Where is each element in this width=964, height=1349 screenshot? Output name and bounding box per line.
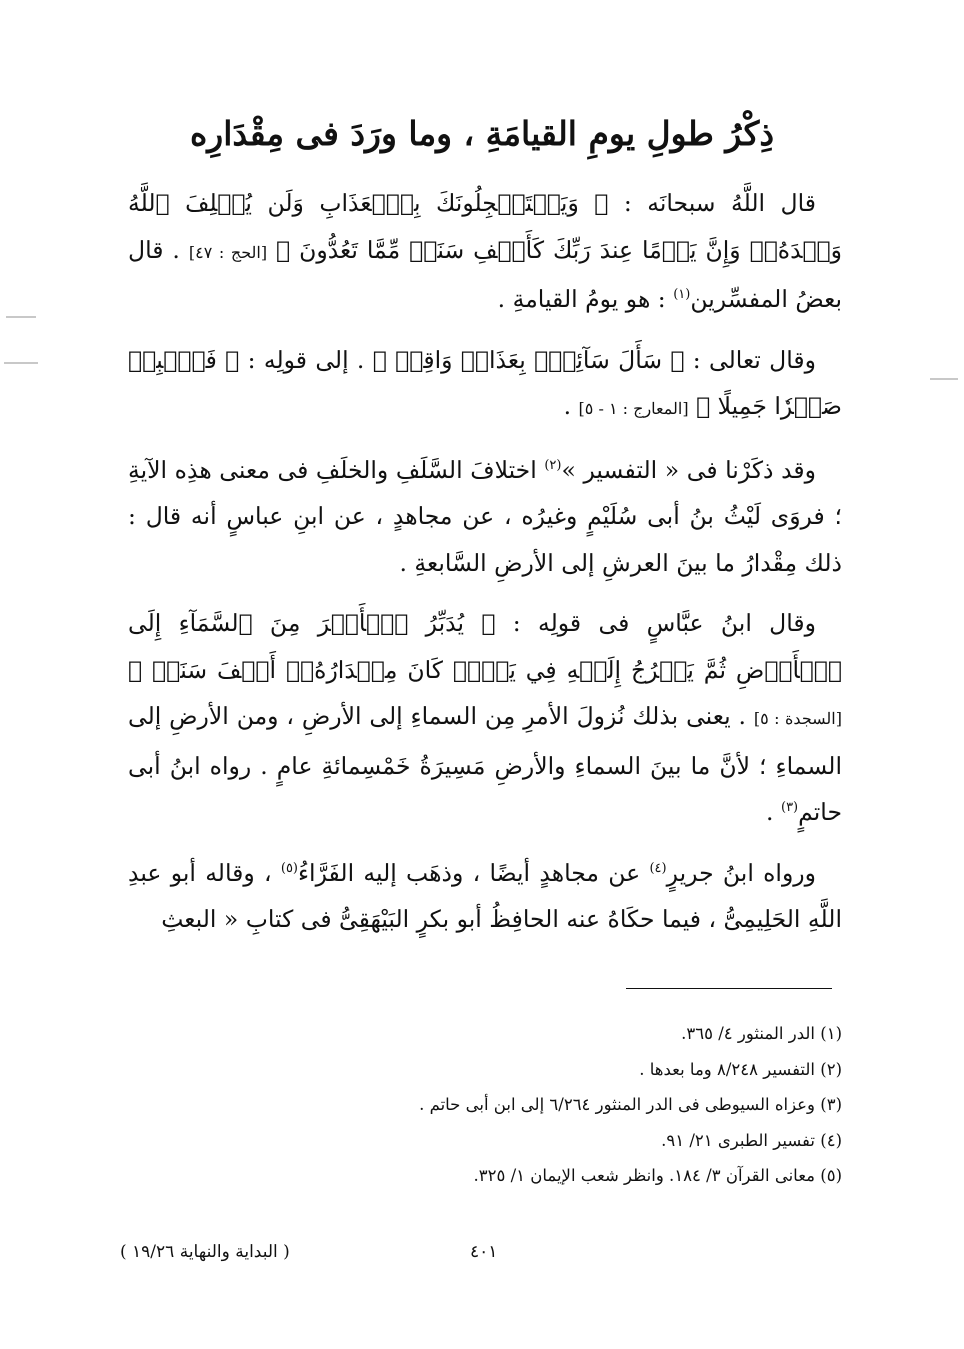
footnote-item: (٣) وعزاه السيوطى فى الدر المنثور ٦/٢٦٤ إلى ابن أبى حاتم . (419, 1095, 842, 1114)
footnote-item: (٢) التفسير ٨/٢٤٨ وما بعدها . (639, 1059, 842, 1079)
footnote-ref: (١) (673, 287, 691, 303)
chapter-title: ذِكْرُ طولِ يومِ القيامَةِ ، وما ورَدَ فى مِقْدَارِه (189, 114, 775, 154)
paragraph-text: وقد ذكَرْنا فى « التفسير » (561, 455, 816, 484)
paragraph-text: اختلافَ السَّلَفِ والخلَفِ فى معنى هذِه الآيةِ ؛ فروَى لَيْثُ بنُ أبى سُلَيْمٍ وغيرُه ، عن مجاهدٍ ، عن ابنِ عباسٍ أنه قال : ذلك مِقْدارُ ما بينَ العرشِ إلى الأرضِ السَّابعةِ . (128, 455, 842, 577)
footnote-ref: (٢) (544, 457, 562, 473)
paragraph-text: . (563, 392, 579, 420)
paragraph-text: وقال ابنُ عبَّاسٍ فى قولِه : ﴿ يُدَبِّرُ ٱلۡأَمۡرَ مِنَ ٱلسَّمَآءِ إِلَى ٱلۡأَرۡضِ ثُمَّ يَعۡرُجُ إِلَيۡهِ فِي يَوۡمٖ كَانَ مِقۡدَارُهُۥٓ أَلۡفَ سَنَةٖ ﴾ (128, 609, 842, 684)
paragraph-text: ، وقاله أبو عبدِ اللَّهِ الحَلِيمِىُّ ، فيما حكَاهُ عنه الحافِظُ أبو بكرٍ البَيْهَقِىُّ فى كتابِ « البعثِ (128, 858, 842, 933)
page-number: ٤٠١ (470, 1242, 498, 1262)
scan-speck (930, 378, 958, 380)
footnote-item: (٤) تفسير الطبرى ٢١/ ٩١. (661, 1130, 842, 1150)
footnotes-list (128, 1016, 842, 1194)
paragraph-text: وقال تعالى : ﴿ سَأَلَ سَآئِلُۢ بِعَذَابٖ وَاقِعٖ ﴾ . إلى قولِه : ﴿ فَٱصۡبِرۡ صَبۡرٗا جَمِيلًا ﴾ (128, 345, 842, 420)
paragraph-text: . يعنى بذلك نُزولَ الأمرِ مِن السماءِ إلى الأرضِ ، ومن الأرضِ إلى السماءِ ؛ لأنَّ ما بينَ السماءِ والأرضِ مَسِيرَةُ خَمْسِمائةِ عامٍ . رواه ابنُ أبى حاتمٍ (128, 702, 842, 826)
paragraph-text: عن مجاهدٍ أيضًا ، وذهَب إليه الفَرَّاءُ (298, 858, 650, 887)
paragraph-text: : هو يومُ القيامةِ . (497, 285, 674, 313)
scan-specks-left (0, 0, 40, 1349)
paragraph-text: . قال بعضُ المفسِّرين (128, 235, 842, 313)
quran-citation: [المعارج : ١ - ٥] (578, 399, 689, 418)
paragraph-1 (128, 180, 842, 323)
scan-specks-right (924, 0, 964, 1349)
paragraph-text: ورواه ابنُ جريرٍ (666, 858, 817, 887)
footnote-item: (٥) معانى القرآن ٣/ ١٨٤. وانظر شعب الإيمان ١/ ٣٢٥. (473, 1166, 842, 1185)
footnote-item: (١) الدر المنثور ٤/ ٣٦٥. (681, 1024, 842, 1043)
footnote-divider (626, 988, 832, 989)
scan-speck (4, 362, 38, 364)
paragraph-3 (128, 447, 842, 587)
body-text (128, 180, 842, 957)
quran-citation: [الحج : ٤٧] (188, 242, 268, 262)
footnote-ref: (٣) (780, 800, 799, 816)
paragraph-text: . (766, 798, 781, 826)
paragraph-text: قال اللَّهُ سبحانَه : ﴿ وَيَسۡتَعۡجِلُونَكَ بِٱلۡعَذَابِ وَلَن يُخۡلِفَ ٱللَّهُ وَعۡدَهُۥۚ وَإِنَّ يَوۡمًا عِندَ رَبِّكَ كَأَلۡفِ سَنَةٖ مِّمَّا تَعُدُّونَ ﴾ (128, 189, 842, 264)
paragraph-2 (128, 337, 842, 433)
paragraph-4 (128, 600, 842, 836)
quran-citation: [السجدة : ٥] (753, 709, 842, 728)
paragraph-5 (128, 850, 842, 943)
footnote-ref: (٥) (280, 860, 298, 876)
scan-speck (6, 316, 36, 318)
footnote-ref: (٤) (649, 860, 667, 876)
page-footer (120, 1240, 834, 1270)
book-reference: ( البداية والنهاية ١٩/٢٦ ) (120, 1242, 290, 1262)
